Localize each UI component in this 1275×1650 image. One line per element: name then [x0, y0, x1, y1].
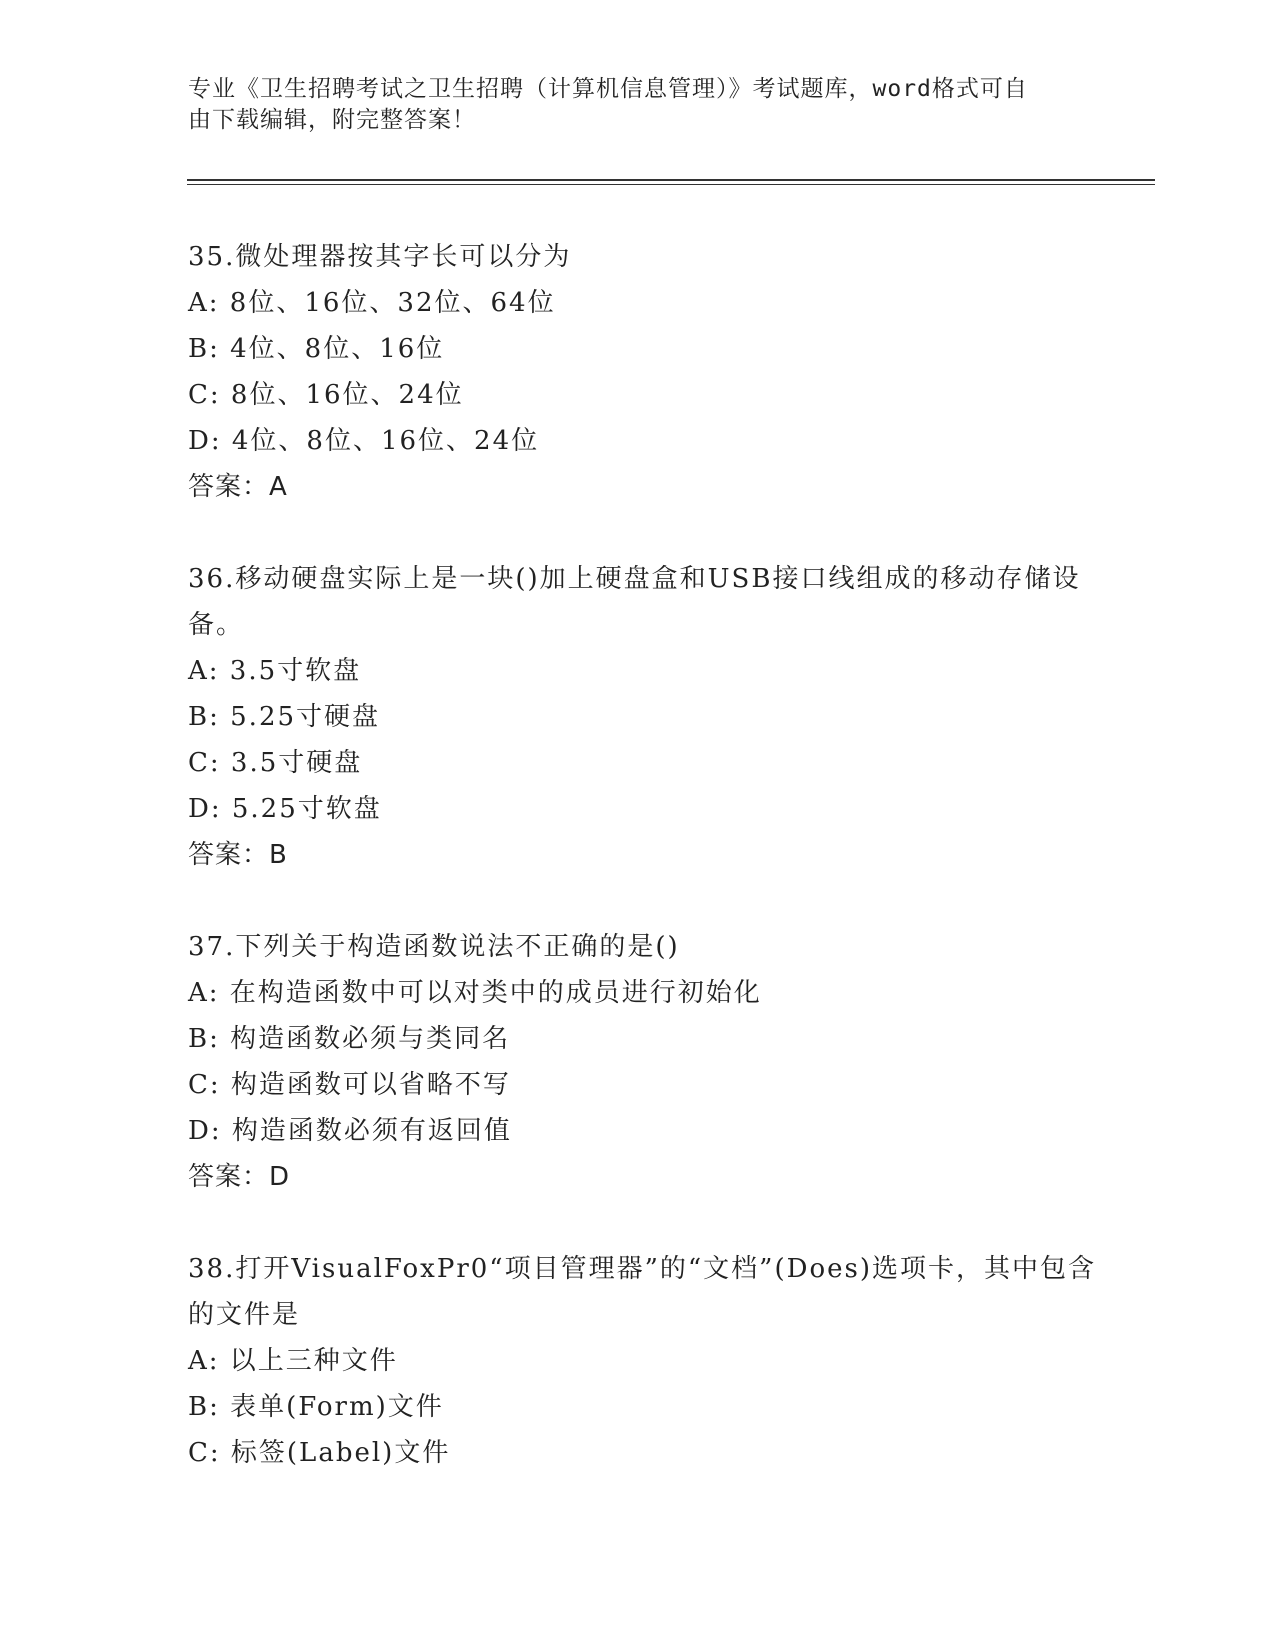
option-a: A: 8位、16位、32位、64位: [188, 288, 556, 318]
option-a: A: 以上三种文件: [188, 1346, 398, 1376]
header-line-2: 由下载编辑，附完整答案！: [188, 107, 476, 133]
question-stem: 35.微处理器按其字长可以分为: [188, 242, 572, 272]
option-b: B: 表单(Form)文件: [188, 1392, 444, 1422]
answer: 答案：A: [188, 472, 288, 502]
option-d: D: 4位、8位、16位、24位: [188, 426, 540, 456]
answer: 答案：D: [188, 1162, 291, 1192]
option-a: A: 3.5寸软盘: [188, 656, 362, 686]
option-a: A: 在构造函数中可以对类中的成员进行初始化: [188, 978, 762, 1008]
option-c: C: 构造函数可以省略不写: [188, 1070, 511, 1100]
option-b: B: 4位、8位、16位: [188, 334, 445, 364]
option-c: C: 3.5寸硬盘: [188, 748, 363, 778]
question-stem: 36.移动硬盘实际上是一块()加上硬盘盒和USB接口线组成的移动存储设备。: [188, 564, 1081, 640]
option-b: B: 构造函数必须与类同名: [188, 1024, 511, 1054]
header-rule-thick: [187, 179, 1155, 181]
option-b: B: 5.25寸硬盘: [188, 702, 381, 732]
question-stem: 37.下列关于构造函数说法不正确的是(): [188, 932, 680, 962]
option-d: D: 5.25寸软盘: [188, 794, 382, 824]
question-stem: 38.打开VisualFoxPr0“项目管理器”的“文档”(Does)选项卡，其中包含的文件是: [188, 1254, 1096, 1330]
question-38: [188, 1246, 1108, 1476]
header-rule-thin: [187, 184, 1155, 185]
question-list: [188, 234, 1108, 1522]
document-header: [188, 74, 1088, 136]
question-36: [188, 556, 1108, 878]
question-35: [188, 234, 1108, 510]
answer: 答案：B: [188, 840, 288, 870]
header-line-1: 专业《卫生招聘考试之卫生招聘（计算机信息管理）》考试题库，word格式可自: [188, 76, 1028, 102]
question-37: [188, 924, 1108, 1200]
option-d: D: 构造函数必须有返回值: [188, 1116, 512, 1146]
option-c: C: 8位、16位、24位: [188, 380, 464, 410]
option-c: C: 标签(Label)文件: [188, 1438, 451, 1468]
